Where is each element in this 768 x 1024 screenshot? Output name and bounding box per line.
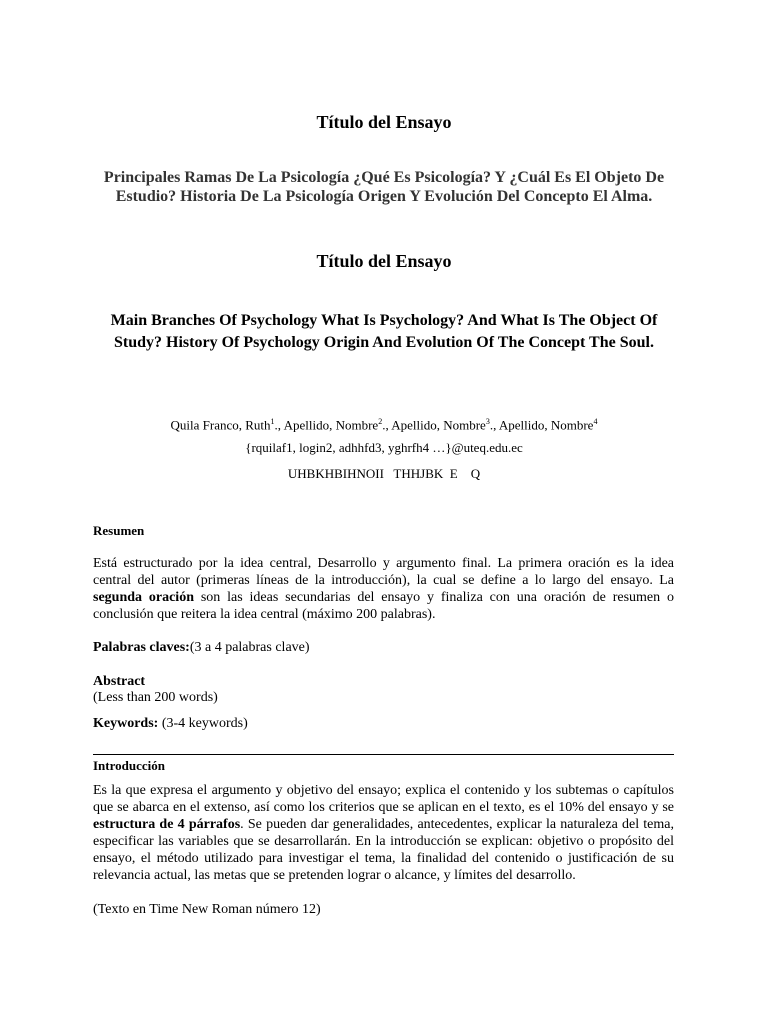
author-3-index: 3	[485, 417, 490, 426]
author-2: ., Apellido, Nombre	[274, 417, 379, 433]
introduccion-text-2: . Se pueden dar generalidades, antecedentes, explicar la naturaleza del tema, especificar las variables que se desarrollarán. En la introducción se explican: objetivo o propósito del ensayo, el método utilizado para investigar el tema, la finalidad del contenido o justificación de su relevancia actual, las metas que se pretenden lograr o alcance, y límites del desarrollo.	[93, 817, 675, 883]
resumen-paragraph	[93, 555, 674, 623]
resumen-text-2: son las ideas secundarias del ensayo y finaliza con una oración de resumen o conclusión que reitera la idea central (máximo 200 palabras).	[93, 590, 674, 622]
author-2-index: 2	[378, 417, 383, 426]
resumen-heading: Resumen	[93, 523, 145, 538]
keywords-label: Keywords:	[93, 716, 159, 731]
essay-subtitle-english: Main Branches Of Psychology What Is Psychology? And What Is The Object Of Study? History Of Psychology Origin And Evolution Of The Concept The Soul.	[110, 312, 658, 351]
keywords-value: (3-4 keywords)	[158, 716, 248, 731]
author-4: ., Apellido, Nombre	[489, 417, 594, 433]
author-4-index: 4	[593, 417, 598, 426]
abstract-heading: Abstract	[93, 674, 146, 689]
introduccion-note: (Texto en Time New Roman número 12)	[93, 902, 321, 917]
author-emails: {rquilaf1, login2, adhhfd3, yghrfh4 …}@uteq.edu.ec	[245, 440, 523, 455]
essay-subtitle-spanish: Principales Ramas De La Psicología ¿Qué Es Psicología? Y ¿Cuál Es El Objeto De Estudio? Historia De La Psicología Origen Y Evolución Del Concepto El Alma.	[103, 169, 665, 205]
author-3: ., Apellido, Nombre	[382, 417, 486, 433]
abstract-text: (Less than 200 words)	[93, 690, 218, 705]
resumen-bold-text: segunda oración	[93, 590, 194, 605]
keywords-line	[93, 715, 674, 732]
essay-title-spanish: Título del Ensayo	[316, 112, 452, 132]
palabras-claves-value: (3 a 4 palabras clave)	[189, 640, 310, 655]
introduccion-heading: Introducción	[93, 758, 165, 773]
palabras-claves-label: Palabras claves:	[93, 640, 190, 655]
resumen-text-1: Está estructurado por la idea central, Desarrollo y argumento final. La primera oración es la idea central del autor (primeras líneas de la introducción), la cual se define a lo largo del ensayo. La	[93, 556, 674, 588]
essay-title-english: Título del Ensayo	[316, 251, 452, 271]
palabras-claves-line	[93, 639, 674, 656]
author-1-index: 1	[270, 417, 275, 426]
section-divider	[93, 754, 674, 755]
introduccion-text-1: Es la que expresa el argumento y objetivo del ensayo; explica el contenido y los subtemas o capítulos que se abarca en el extenso, así como los criterios que se aplican en el texto, es el 10% del ensayo y se	[93, 783, 674, 815]
affiliation-code-line: UHBKHBIHNOII THHJBK E Q	[287, 466, 481, 481]
author-list	[0, 413, 768, 434]
introduccion-bold-text: estructura de 4 párrafos	[93, 817, 241, 832]
author-1: Quila Franco, Ruth	[170, 417, 271, 433]
introduccion-paragraph	[93, 782, 674, 884]
